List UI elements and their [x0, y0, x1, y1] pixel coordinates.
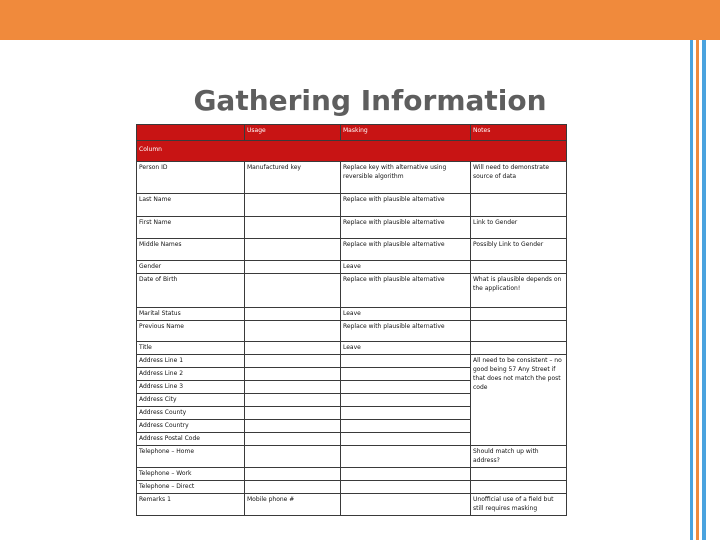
cell-usage: [245, 420, 341, 433]
cell-masking: [341, 446, 471, 468]
cell-usage: [245, 261, 341, 274]
header-cell-blank: [137, 125, 245, 141]
cell-usage: [245, 407, 341, 420]
cell-usage: [245, 194, 341, 217]
table-row: [137, 481, 567, 494]
cell-usage: Manufactured key: [245, 162, 341, 194]
table-row: [137, 468, 567, 481]
cell-column: Telephone – Direct: [137, 481, 245, 494]
header-masking: Masking: [341, 125, 471, 141]
table-row: [137, 217, 567, 239]
cell-masking: [341, 381, 471, 394]
right-stripe-2: [696, 40, 699, 540]
cell-masking: Leave: [341, 342, 471, 355]
cell-notes: [471, 194, 567, 217]
cell-column: Address Postal Code: [137, 433, 245, 446]
header-usage: Usage: [245, 125, 341, 141]
cell-masking: Leave: [341, 308, 471, 321]
cell-column: Address City: [137, 394, 245, 407]
cell-column: Marital Status: [137, 308, 245, 321]
table-row: [137, 342, 567, 355]
cell-masking: [341, 481, 471, 494]
right-stripe-1: [690, 40, 693, 540]
cell-masking: Leave: [341, 261, 471, 274]
cell-usage: [245, 342, 341, 355]
table-row: [137, 321, 567, 342]
table-row: [137, 194, 567, 217]
cell-column: Previous Name: [137, 321, 245, 342]
cell-notes: Will need to demonstrate source of data: [471, 162, 567, 194]
cell-column: Gender: [137, 261, 245, 274]
cell-usage: [245, 468, 341, 481]
cell-masking: Replace with plausible alternative: [341, 239, 471, 261]
cell-column: Remarks 1: [137, 494, 245, 516]
masking-table: [136, 124, 567, 516]
cell-masking: [341, 394, 471, 407]
cell-notes: Unofficial use of a field but still requires masking: [471, 494, 567, 516]
cell-usage: [245, 446, 341, 468]
cell-column: First Name: [137, 217, 245, 239]
cell-column: Telephone – Work: [137, 468, 245, 481]
cell-usage: [245, 274, 341, 308]
cell-notes: Link to Gender: [471, 217, 567, 239]
cell-notes: [471, 321, 567, 342]
page-title: Gathering Information: [193, 84, 547, 117]
cell-column: Last Name: [137, 194, 245, 217]
cell-notes: [471, 481, 567, 494]
column-label-row: [137, 141, 567, 162]
cell-usage: [245, 239, 341, 261]
table-row: [137, 308, 567, 321]
cell-column: Date of Birth: [137, 274, 245, 308]
cell-column: Title: [137, 342, 245, 355]
cell-masking: [341, 355, 471, 368]
cell-usage: [245, 433, 341, 446]
table-row: [137, 274, 567, 308]
cell-notes: [471, 342, 567, 355]
cell-column: Person ID: [137, 162, 245, 194]
cell-masking: Replace with plausible alternative: [341, 194, 471, 217]
cell-notes: [471, 308, 567, 321]
cell-column: Address Line 3: [137, 381, 245, 394]
header-column: Column: [137, 141, 567, 162]
cell-notes: Should match up with address?: [471, 446, 567, 468]
table-row: [137, 261, 567, 274]
cell-column: Address Line 2: [137, 368, 245, 381]
cell-masking: Replace with plausible alternative: [341, 217, 471, 239]
table-header-row: [137, 125, 567, 141]
cell-column: Telephone – Home: [137, 446, 245, 468]
top-accent-bar: [0, 0, 720, 40]
right-stripe-3: [702, 40, 706, 540]
cell-usage: [245, 381, 341, 394]
table-row: [137, 355, 567, 368]
cell-notes: Possibly Link to Gender: [471, 239, 567, 261]
cell-masking: Replace with plausible alternative: [341, 274, 471, 308]
cell-column: Address County: [137, 407, 245, 420]
cell-usage: [245, 355, 341, 368]
header-notes: Notes: [471, 125, 567, 141]
cell-notes: What is plausible depends on the application!: [471, 274, 567, 308]
table-row: [137, 162, 567, 194]
cell-masking: [341, 420, 471, 433]
cell-column: Middle Names: [137, 239, 245, 261]
cell-usage: [245, 394, 341, 407]
cell-masking: Replace key with alternative using reversible algorithm: [341, 162, 471, 194]
cell-notes: [471, 261, 567, 274]
table-row: [137, 446, 567, 468]
cell-masking: Replace with plausible alternative: [341, 321, 471, 342]
cell-notes: [471, 468, 567, 481]
cell-column: Address Country: [137, 420, 245, 433]
cell-notes-address: All need to be consistent – no good being 57 Any Street if that does not match the post code: [471, 355, 567, 446]
cell-usage: [245, 368, 341, 381]
cell-usage: [245, 308, 341, 321]
cell-usage: [245, 217, 341, 239]
cell-usage: [245, 321, 341, 342]
cell-column: Address Line 1: [137, 355, 245, 368]
cell-usage: [245, 481, 341, 494]
cell-masking: [341, 468, 471, 481]
cell-masking: [341, 433, 471, 446]
table-row: [137, 239, 567, 261]
cell-usage: Mobile phone #: [245, 494, 341, 516]
cell-masking: [341, 407, 471, 420]
cell-masking: [341, 368, 471, 381]
table-row: [137, 494, 567, 516]
cell-masking: [341, 494, 471, 516]
